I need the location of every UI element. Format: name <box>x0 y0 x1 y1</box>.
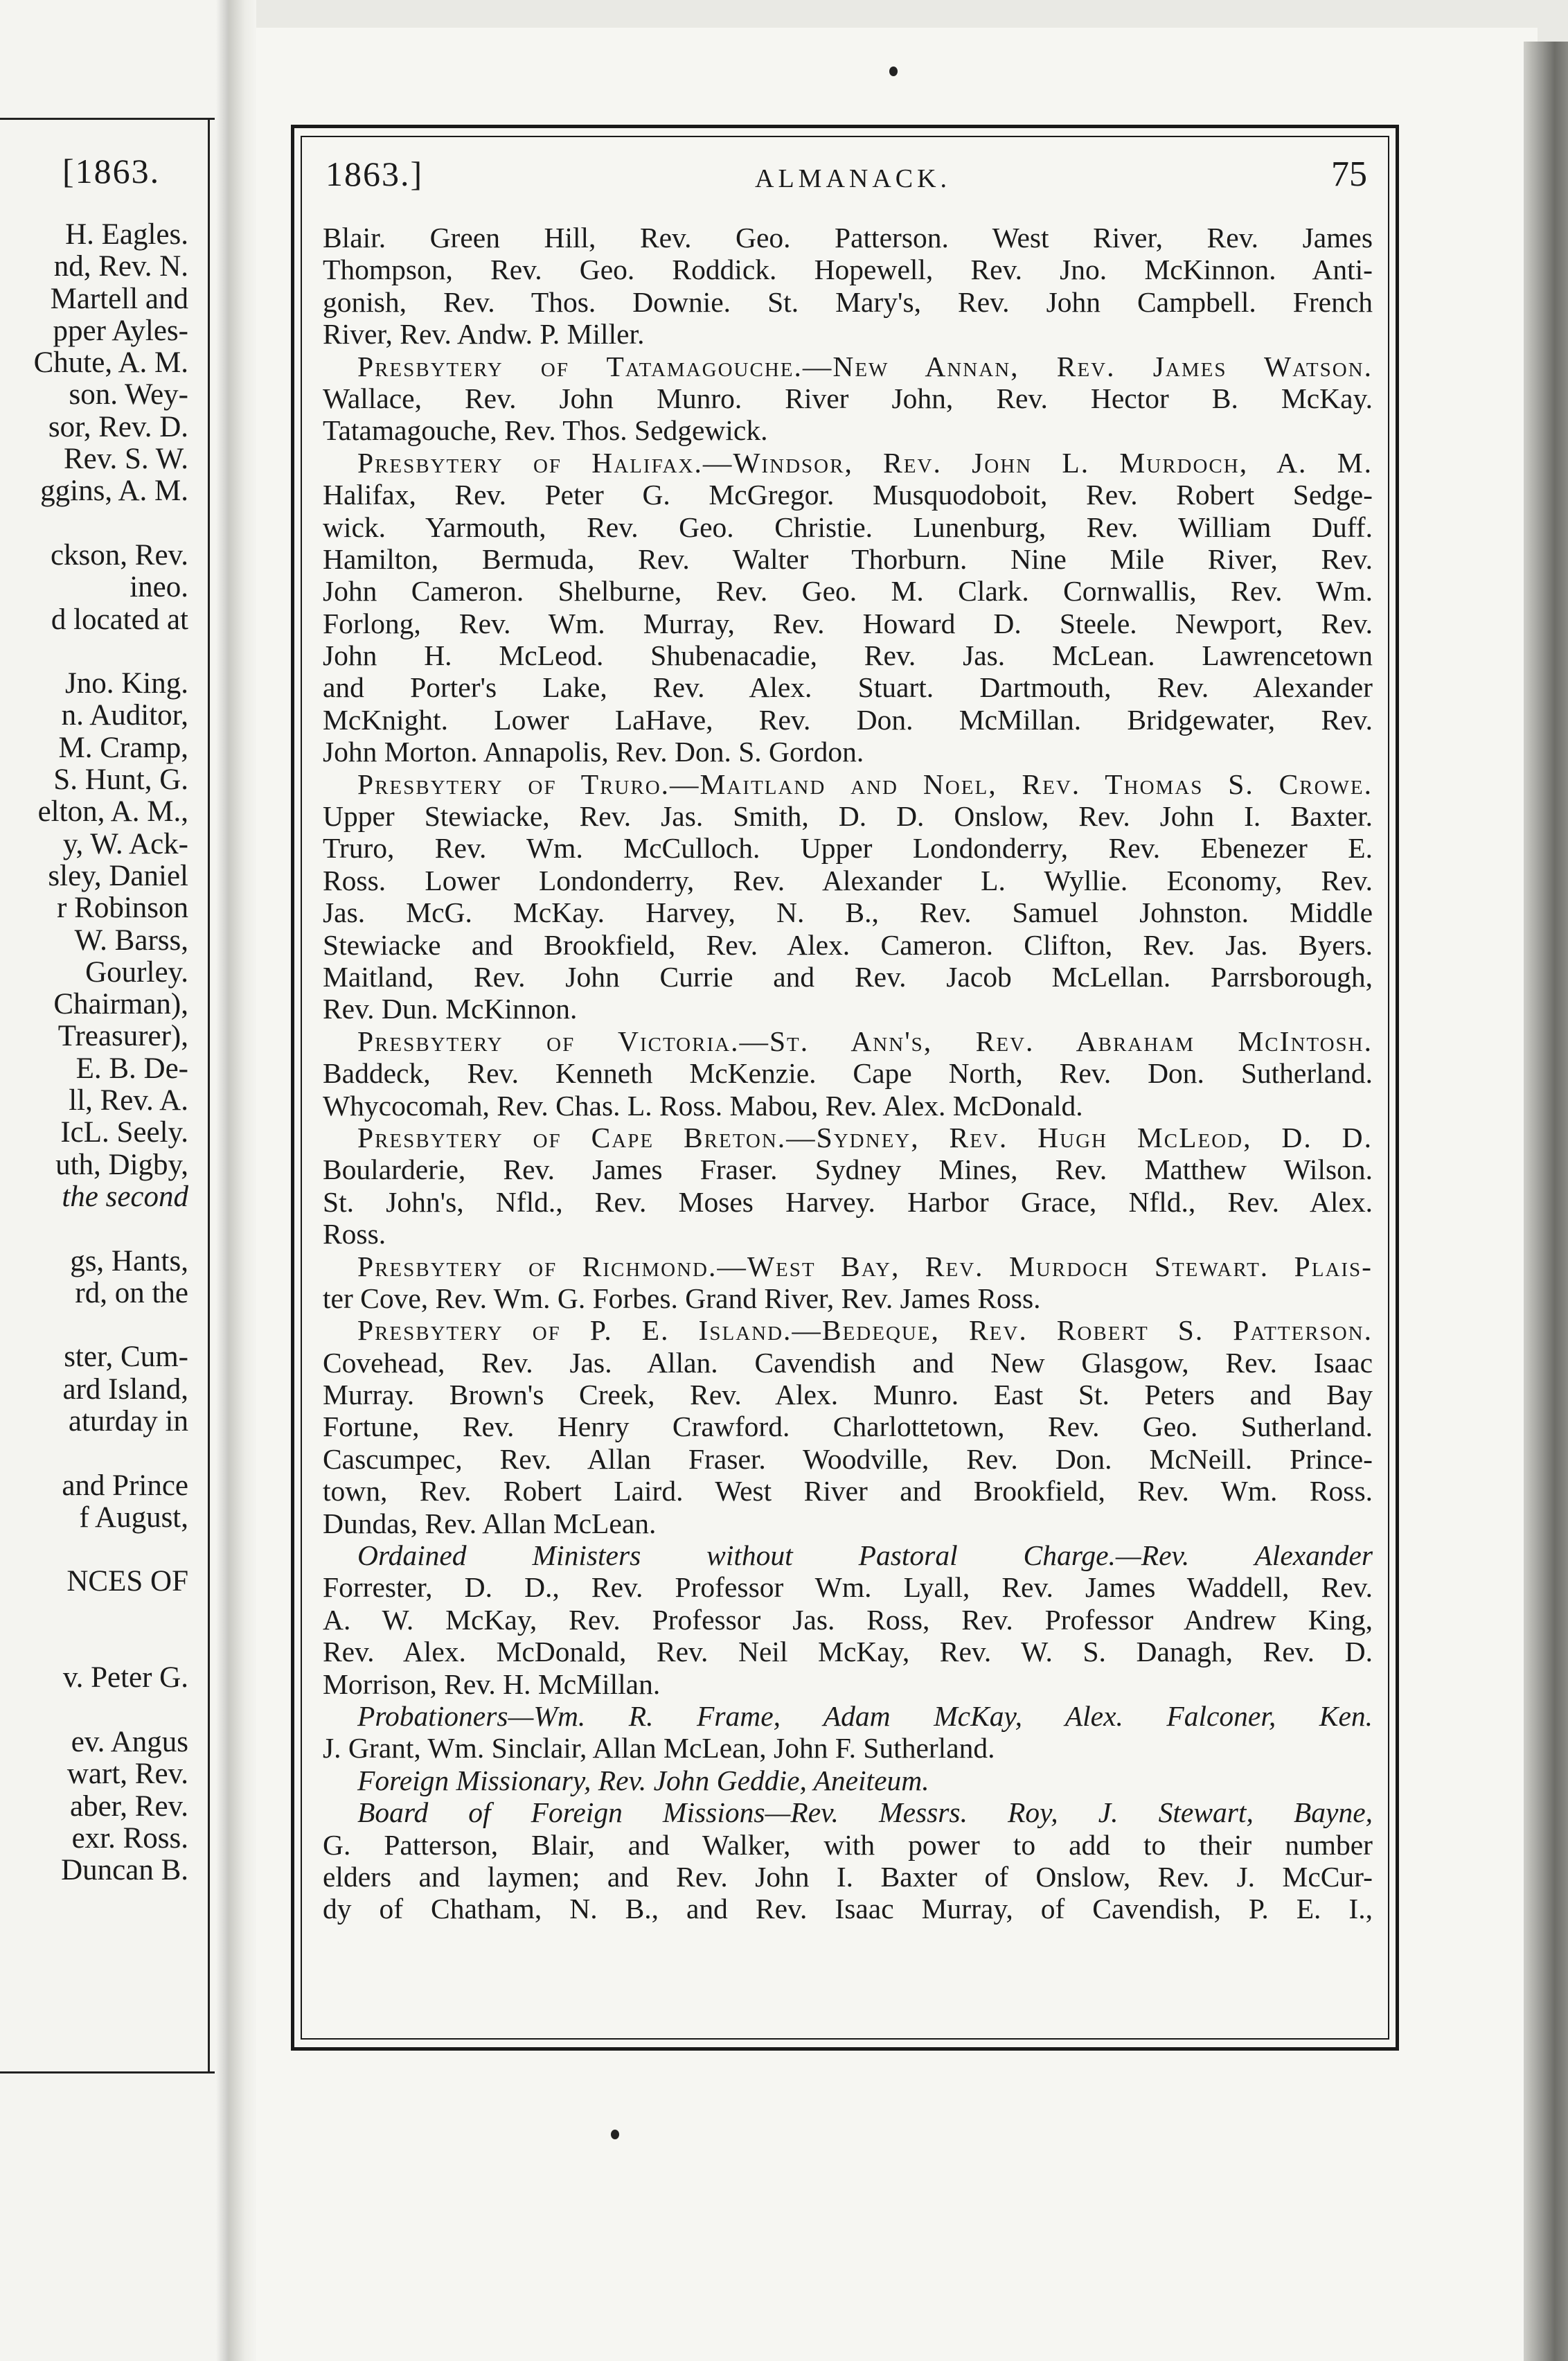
text-line: Rev. Alex. McDonald, Rev. Neil McKay, Rev. W. S. Danagh, Rev. D. <box>323 1636 1373 1668</box>
left-page-top-rule <box>0 118 215 120</box>
text-line: Hamilton, Bermuda, Rev. Walter Thorburn. Nine Mile River, Rev. <box>323 542 1373 575</box>
left-line: ineo. <box>130 571 188 604</box>
text-line: Boularderie, Rev. James Fraser. Sydney Mines, Rev. Matthew Wilson. <box>323 1153 1373 1186</box>
left-facing-page <box>0 0 229 2361</box>
text-line: Jas. McG. McKay. Harvey, N. B., Rev. Samuel Johnston. Middle <box>323 896 1373 929</box>
section-heading-line: Board of Foreign Missions—Rev. Messrs. Roy, J. Stewart, Bayne, <box>357 1796 1373 1829</box>
left-line: IcL. Seely. <box>60 1116 188 1149</box>
text-line: and Porter's Lake, Rev. Alex. Stuart. Dartmouth, Rev. Alexander <box>323 671 1373 704</box>
text-line: Covehead, Rev. Jas. Allan. Cavendish and New Glasgow, Rev. Isaac <box>323 1346 1373 1379</box>
left-line: E. B. De- <box>75 1052 188 1085</box>
text-line: John H. McLeod. Shubenacadie, Rev. Jas. McLean. Lawrencetown <box>323 639 1373 672</box>
text-line: Stewiacke and Brookfield, Rev. Alex. Cameron. Clifton, Rev. Jas. Byers. <box>323 928 1373 961</box>
text-line: Forlong, Rev. Wm. Murray, Rev. Howard D. Steele. Newport, Rev. <box>323 607 1373 639</box>
left-line: ard Island, <box>62 1372 188 1406</box>
left-line: ev. Angus <box>71 1725 188 1758</box>
left-line: Treasurer), <box>57 1020 188 1053</box>
text-line: John Morton. Annapolis, Rev. Don. S. Gordon. <box>323 736 864 768</box>
presbytery-heading-line: Presbytery of Tatamagouche.—New Annan, Rev. James Watson. <box>357 350 1373 382</box>
left-line: y, W. Ack- <box>62 827 188 860</box>
presbytery-heading-line: Presbytery of Halifax.—Windsor, Rev. John L. Murdoch, A. M. <box>357 446 1373 479</box>
left-line: nd, Rev. N. <box>53 250 188 283</box>
left-line: Chute, A. M. <box>33 346 188 380</box>
text-line: St. John's, Nfld., Rev. Moses Harvey. Harbor Grace, Nfld., Rev. Alex. <box>323 1185 1373 1218</box>
text-line: wick. Yarmouth, Rev. Geo. Christie. Lunenburg, Rev. William Duff. <box>323 511 1373 543</box>
text-line: Baddeck, Rev. Kenneth McKenzie. Cape North, Rev. Don. Sutherland. <box>323 1057 1373 1090</box>
left-line: pper Ayles- <box>53 314 188 347</box>
text-line: dy of Chatham, N. B., and Rev. Isaac Murray, of Cavendish, P. E. I., <box>323 1893 1373 1925</box>
left-line: Chairman), <box>53 988 188 1021</box>
left-line: f August, <box>79 1501 188 1534</box>
text-line: Thompson, Rev. Geo. Roddick. Hopewell, Rev. Jno. McKinnon. Anti- <box>323 254 1373 286</box>
left-line <box>0 1598 188 1630</box>
presbytery-heading-line: Presbytery of Richmond.—West Bay, Rev. Murdoch Stewart. Plais- <box>357 1250 1373 1282</box>
left-line: aturday in <box>68 1404 188 1438</box>
text-line: Murray. Brown's Creek, Rev. Alex. Munro. East St. Peters and Bay <box>323 1379 1373 1411</box>
left-line: v. Peter G. <box>62 1661 188 1695</box>
left-page-bottom-rule <box>0 2071 215 2073</box>
left-line: the second <box>62 1180 188 1213</box>
page-header-year: 1863.] <box>326 154 424 193</box>
left-page-side-rule <box>208 118 210 2073</box>
left-line: sley, Daniel <box>48 859 188 892</box>
left-line: H. Eagles. <box>65 218 188 251</box>
left-line <box>0 1213 188 1245</box>
left-line: Rev. S. W. <box>64 443 188 476</box>
left-line: M. Cramp, <box>58 731 188 764</box>
text-line: Fortune, Rev. Henry Crawford. Charlottetown, Rev. Geo. Sutherland. <box>323 1411 1373 1443</box>
left-page-text <box>0 219 188 1886</box>
left-line: rd, on the <box>75 1276 188 1309</box>
page-edge-shadow <box>1524 42 1568 2361</box>
book-gutter <box>229 0 256 2361</box>
ink-speck <box>611 2130 619 2139</box>
left-line: NCES OF <box>66 1565 188 1598</box>
text-line: J. Grant, Wm. Sinclair, Allan McLean, John F. Sutherland. <box>323 1732 995 1765</box>
left-page-header: [1863. <box>62 152 161 191</box>
page-number: 75 <box>1331 154 1367 194</box>
left-line: and Prince <box>62 1469 188 1502</box>
left-line: sor, Rev. D. <box>48 410 188 443</box>
left-line: uth, Digby, <box>55 1148 188 1181</box>
text-line: Whycocomah, Rev. Chas. L. Ross. Mabou, Rev. Alex. McDonald. <box>323 1089 1083 1122</box>
ink-speck <box>889 67 898 76</box>
text-line: Wallace, Rev. John Munro. River John, Rev. Hector B. McKay. <box>323 382 1373 414</box>
presbytery-heading-line: Presbytery of Truro.—Maitland and Noel, Rev. Thomas S. Crowe. <box>357 768 1373 800</box>
left-line: gs, Hants, <box>70 1244 188 1277</box>
text-line: gonish, Rev. Thos. Downie. St. Mary's, Rev. John Campbell. French <box>323 285 1373 318</box>
text-line: Truro, Rev. Wm. McCulloch. Upper Londonderry, Rev. Ebenezer E. <box>323 832 1373 865</box>
left-line <box>0 1695 188 1726</box>
left-line: ggins, A. M. <box>40 475 188 508</box>
left-page-shadow <box>216 0 229 2361</box>
text-line: John Cameron. Shelburne, Rev. Geo. M. Clark. Cornwallis, Rev. Wm. <box>323 575 1373 608</box>
text-line: G. Patterson, Blair, and Walker, with power to add to their number <box>323 1828 1373 1861</box>
text-line: ter Cove, Rev. Wm. G. Forbes. Grand River, Rev. James Ross. <box>323 1282 1041 1314</box>
presbytery-heading-line: Presbytery of Victoria.—St. Ann's, Rev. Abraham McIntosh. <box>357 1025 1373 1057</box>
text-line: Forrester, D. D., Rev. Professor Wm. Lyall, Rev. James Waddell, Rev. <box>323 1571 1373 1604</box>
left-line: W. Barss, <box>74 923 188 957</box>
left-line: elton, A. M., <box>37 795 188 829</box>
left-line: d located at <box>51 603 188 636</box>
text-line: Dundas, Rev. Allan McLean. <box>323 1507 657 1539</box>
left-line: ster, Cum- <box>64 1341 188 1374</box>
left-line: ckson, Rev. <box>50 538 188 572</box>
almanack-text <box>323 222 1373 1925</box>
left-line <box>0 1534 188 1566</box>
left-line <box>0 508 188 540</box>
text-line: Cascumpec, Rev. Allan Fraser. Woodville, Rev. Don. McNeill. Prince- <box>323 1442 1373 1475</box>
left-line: Martell and <box>50 282 188 315</box>
text-line: River, Rev. Andw. P. Miller. <box>323 318 645 351</box>
text-line: elders and laymen; and Rev. John I. Baxter of Onslow, Rev. J. McCur- <box>323 1860 1373 1893</box>
text-line: Ross. <box>323 1218 386 1250</box>
left-line: Jno. King. <box>65 667 188 700</box>
left-line: son. Wey- <box>69 378 188 412</box>
section-heading-line: Foreign Missionary, Rev. John Geddie, Aneiteum. <box>357 1764 929 1796</box>
text-line: Tatamagouche, Rev. Thos. Sedgewick. <box>323 414 768 447</box>
left-line: n. Auditor, <box>61 699 188 732</box>
text-line: McKnight. Lower LaHave, Rev. Don. McMillan. Bridgewater, Rev. <box>323 703 1373 736</box>
presbytery-heading-line: Presbytery of Cape Breton.—Sydney, Rev. Hugh McLeod, D. D. <box>357 1121 1373 1153</box>
left-line: aber, Rev. <box>70 1789 188 1823</box>
section-heading-line: Probationers—Wm. R. Frame, Adam McKay, Alex. Falconer, Ken. <box>357 1699 1373 1732</box>
left-line: wart, Rev. <box>66 1758 188 1791</box>
section-heading-line: Ordained Ministers without Pastoral Charge.—Rev. Alexander <box>357 1539 1373 1572</box>
text-line: A. W. McKay, Rev. Professor Jas. Ross, Rev. Professor Andrew King, <box>323 1603 1373 1636</box>
presbytery-heading-line: Presbytery of P. E. Island.—Bedeque, Rev. Robert S. Patterson. <box>357 1314 1373 1347</box>
text-line: Halifax, Rev. Peter G. McGregor. Musquodoboit, Rev. Robert Sedge- <box>323 479 1373 511</box>
left-line: Duncan B. <box>61 1854 188 1887</box>
page-header-title: ALMANACK. <box>755 164 952 193</box>
left-line: Gourley. <box>85 955 188 989</box>
left-line: S. Hunt, G. <box>53 763 188 797</box>
left-line <box>0 1630 188 1662</box>
text-line: Upper Stewiacke, Rev. Jas. Smith, D. D. Onslow, Rev. John I. Baxter. <box>323 800 1373 833</box>
text-line: Ross. Lower Londonderry, Rev. Alexander L. Wyllie. Economy, Rev. <box>323 864 1373 896</box>
left-line <box>0 1438 188 1469</box>
text-line: Morrison, Rev. H. McMillan. <box>323 1668 661 1700</box>
left-line: ll, Rev. A. <box>69 1084 188 1117</box>
left-line: r Robinson <box>57 892 188 925</box>
text-line: Maitland, Rev. John Currie and Rev. Jacob McLellan. Parrsborough, <box>323 960 1373 993</box>
left-line <box>0 636 188 668</box>
text-line: Rev. Dun. McKinnon. <box>323 993 578 1025</box>
left-line <box>0 1309 188 1341</box>
text-line: Blair. Green Hill, Rev. Geo. Patterson. West River, Rev. James <box>323 222 1373 254</box>
left-line: exr. Ross. <box>71 1821 188 1855</box>
text-line: town, Rev. Robert Laird. West River and Brookfield, Rev. Wm. Ross. <box>323 1475 1373 1507</box>
